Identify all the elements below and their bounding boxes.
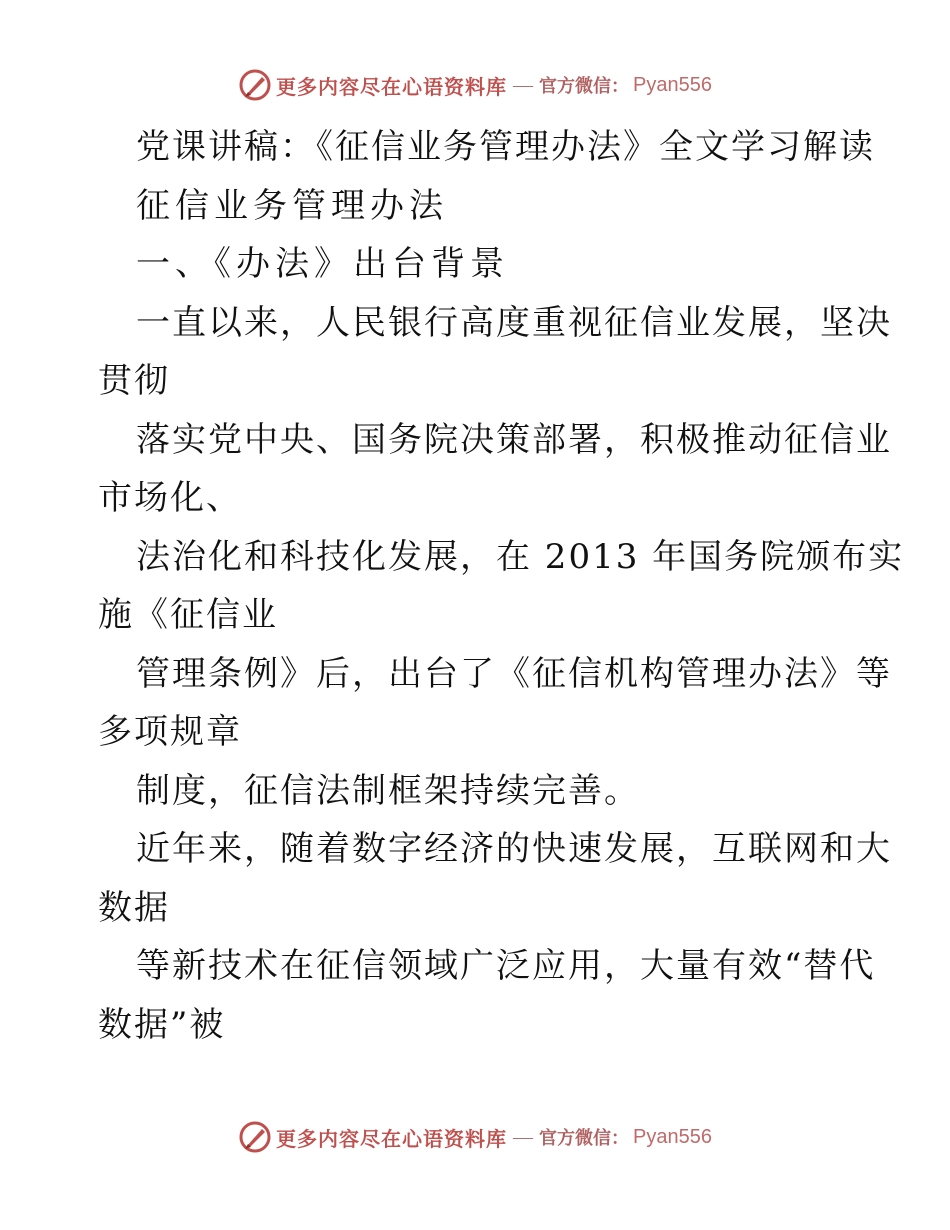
watermark-brand: 更多内容尽在心语资料库 (276, 1126, 508, 1151)
footer-watermark (0, 1120, 950, 1154)
paragraph-line: 数据”被 (98, 1004, 226, 1045)
watermark-wechat-label: 官方微信： (539, 76, 630, 97)
header-watermark (0, 68, 950, 102)
quill-logo-icon (238, 68, 272, 102)
watermark-wechat-id: Pyan556 (633, 1125, 712, 1148)
paragraph-line: 市场化、 (98, 478, 242, 518)
watermark-dash: — (513, 73, 534, 96)
paragraph-line: 多项规章 (98, 712, 242, 752)
paragraph-line: 近年来，随着数字经济的快速发展，互联网和大 (136, 829, 892, 869)
paragraph-line: 贯彻 (98, 361, 170, 401)
paragraph-line: 制度，征信法制框架持续完善。 (136, 770, 640, 811)
paragraph-line: 管理条例》后，出台了《征信机构管理办法》等 (136, 653, 892, 694)
watermark-dash: — (513, 1125, 534, 1148)
paragraph-line: 落实党中央、国务院决策部署，积极推动征信业 (136, 419, 892, 460)
watermark-wechat-label: 官方微信： (539, 1128, 630, 1149)
section-heading: 一、《办法》出台背景 (136, 244, 509, 284)
document-title: 党课讲稿：《征信业务管理办法》全文学习解读 (136, 127, 875, 167)
paragraph-line: 数据 (98, 887, 170, 928)
quill-logo-icon (238, 1120, 272, 1154)
paragraph-line: 一直以来，人民银行高度重视征信业发展，坚决 (136, 302, 892, 343)
paragraph-line: 法治化和科技化发展，在 2013 年国务院颁布实 (136, 536, 905, 577)
watermark-brand: 更多内容尽在心语资料库 (276, 74, 508, 99)
watermark-wechat-id: Pyan556 (633, 73, 712, 96)
document-body (98, 118, 905, 1054)
document-subtitle: 征信业务管理办法 (136, 185, 448, 226)
paragraph-line: 施《征信业 (98, 595, 278, 635)
paragraph-line: 等新技术在征信领域广泛应用，大量有效“替代 (136, 946, 876, 986)
